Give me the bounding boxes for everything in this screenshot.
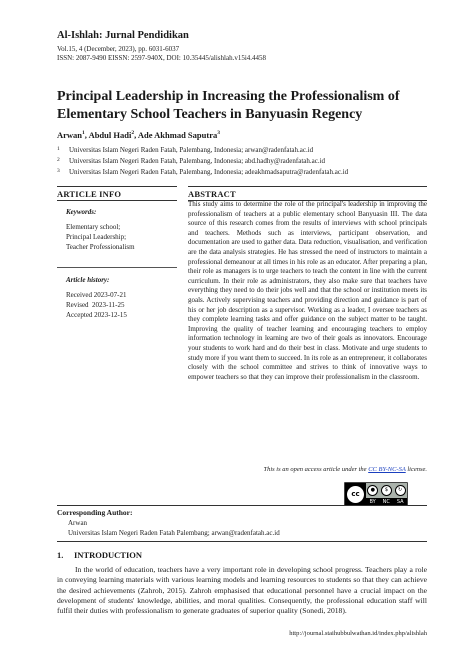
author-sup: 3: [217, 130, 220, 137]
introduction-text: [57, 565, 427, 616]
divider: [57, 200, 177, 201]
author-name: Abdul Hadi: [88, 130, 132, 140]
author-name: Ade Akhmad Saputra: [137, 130, 218, 140]
cc-license-badge[interactable]: [344, 482, 408, 506]
corresponding-detail: Universitas Islam Negeri Raden Fatah Palembang; arwan@radenfatah.ac.id: [68, 529, 280, 537]
nc-label: NC: [382, 498, 390, 505]
affiliation: [57, 157, 325, 165]
divider: [57, 267, 177, 268]
volume-line: Vol.15, 4 (December, 2023), pp. 6031-6037: [57, 45, 180, 53]
history-label: Article history:: [66, 276, 110, 284]
cc-badge-right: [366, 483, 407, 505]
footer-url[interactable]: http://journal.staihubbulwathan.id/index.php/alishlah: [289, 630, 427, 637]
keyword-item: Principal Leadership;: [66, 233, 127, 241]
abstract-heading: ABSTRACT: [188, 189, 236, 199]
keyword-item: Elementary school;: [66, 223, 121, 231]
history-item: Received 2023-07-21: [66, 291, 127, 299]
divider: [57, 186, 177, 187]
introduction-heading: 1. INTRODUCTION: [57, 550, 143, 560]
divider: [57, 541, 427, 542]
author-name: Arwan: [57, 130, 83, 140]
history-item: Accepted 2023-12-15: [66, 311, 127, 319]
cc-word-row: [366, 498, 407, 505]
affiliation-text: Universitas Islam Negeri Raden Fatah, Palembang, Indonesia; abd.hadhy@radenfatah.ac.id: [69, 157, 326, 165]
history-list: [66, 290, 127, 320]
affiliation: [57, 168, 348, 176]
issn-line: ISSN: 2087-9490 EISSN: 2597-940X, DOI: 10.35445/alishlah.v15i4.4458: [57, 54, 267, 62]
nc-dollar-icon: $: [381, 485, 392, 496]
cc-icon: cc: [347, 486, 364, 503]
license-link[interactable]: CC BY-NC-SA: [368, 466, 406, 473]
divider: [188, 186, 427, 187]
keywords-list: [66, 222, 135, 252]
article-info-heading: ARTICLE INFO: [57, 189, 122, 199]
affiliation-number: 3: [57, 168, 60, 174]
abstract-text: This study aims to determine the role of the principal's leadership in improving the professionalism of teachers at a public elementary school Banyuasin III. The data source of this research comes from the results of interviews with school principals and teachers. Methods such as interviews, participant observation, and documentation are used to gather data. Data reduction, visualisation, and verification are the data analysis strategies. He has stressed the need of instructors to maintain a professional demeanour at all times in his role as an educator. After preparing a plan, their role as managers is to urge teachers to teach the content in line with the current curriculum. In their role as administrators, they also make sure that teachers have everything they need to do their jobs well and that the school or institution meets its goals. Actively supervising teachers and providing direction and guidance is part of his or her job description as a supervisor. Working as a leader, I oversee teachers as they complete learning tasks and offer guidance on the subject matter to be taught. Improving the quality of teacher learning and encouraging teachers to employ information technology in learning are two of their goals as innovators. Encourage your students to work hard and do their best in class. Motivate and urge students to study more if you want them to succeed. In its role as an entrepreneur, it collaborates closely with the school committee and strives to think of innovative ways to empower teachers so that they can improve their professionalism in the classroom.: [188, 200, 427, 381]
affiliation: [57, 146, 313, 154]
article-title: Principal Leadership in Increasing the Professionalism of Elementary School Teachers in Banyuasin Regency: [57, 89, 400, 122]
corresponding-heading: Corresponding Author:: [57, 508, 133, 517]
license-suffix: license.: [405, 466, 427, 473]
keywords-label: Keywords:: [66, 208, 97, 216]
affiliation-number: 2: [57, 157, 60, 163]
journal-title: Al-Ishlah: Jurnal Pendidikan: [57, 30, 189, 41]
history-item: Revised 2023-11-25: [66, 301, 125, 309]
author-sup: 1: [82, 130, 85, 137]
cc-icon-row: [366, 483, 407, 498]
sa-circle-icon: ↻: [395, 485, 406, 496]
introduction-paragraph: In the world of education, teachers have a very important role in developing school progress. Teachers play a role in conveying learning materials with various learning models and learning resources to students so that they can achieve the desired achievements (Zahroh, 2015). Zahroh emphasised that educational personnel have a crucial impact on the development of students' knowledge, abilities, and moral qualities. Consequently, the professional education staff will fulfil their duties with professionalism to generate graduates of superior quality (Sonedi, 2018).: [57, 565, 427, 616]
by-person-icon: ●: [367, 485, 378, 496]
by-label: BY: [369, 498, 376, 505]
affiliation-text: Universitas Islam Negeri Raden Fatah, Palembang, Indonesia; arwan@radenfatah.ac.id: [69, 146, 314, 154]
affiliation-text: Universitas Islam Negeri Raden Fatah, Palembang, Indonesia; adeakhmadsaputra@radenfatah.ac.id: [69, 168, 349, 176]
corresponding-name: Arwan: [68, 519, 88, 527]
affiliation-number: 1: [57, 146, 60, 152]
author-sup: 2: [131, 130, 135, 137]
sa-label: SA: [396, 498, 404, 505]
license-prefix: This is an open access article under the: [263, 466, 369, 473]
license-line: [188, 466, 427, 473]
keyword-item: Teacher Professionalism: [66, 243, 135, 251]
divider: [57, 505, 427, 506]
author-list: Arwan$^1$, Abdul Hadi$^2$, Ade Akhmad Saputra$^3$: [57, 130, 220, 140]
